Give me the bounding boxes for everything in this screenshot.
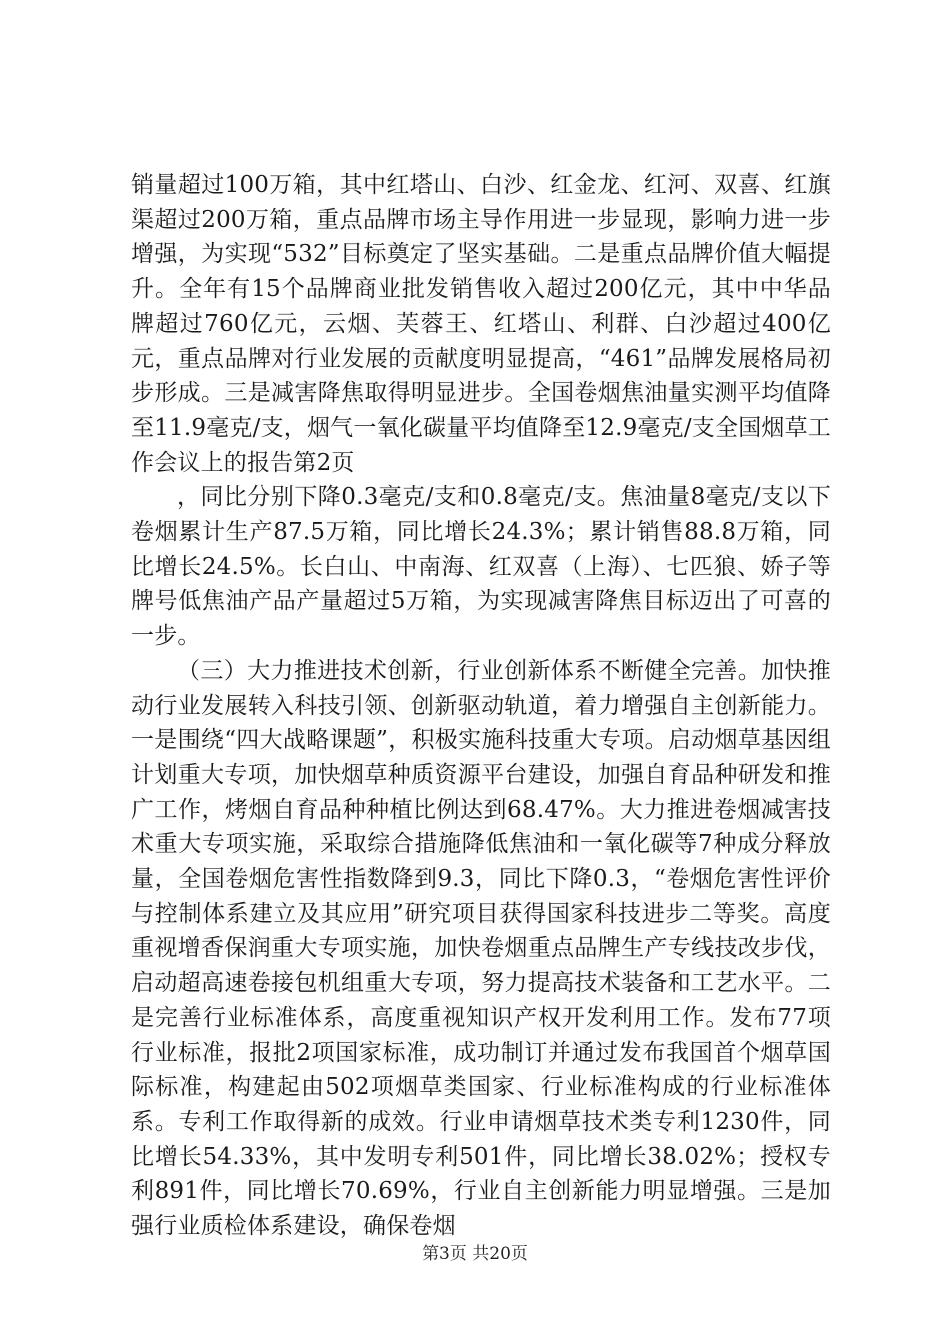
paragraph-3: （三）大力推进技术创新，行业创新体系不断健全完善。加快推动行业发展转入科技引领、创新驱动轨道，着力增强自主创新能力。一是围绕“四大战略课题”，积极实施科技重大专项。启动烟草基因组计划重大专项，加快烟草种质资源平台建设，加强自育品种研发和推广工作，烤烟自育品种种植比例达到68.47%。大力推进卷烟减害技术重大专项实施，采取综合措施降低焦油和一氧化碳等7种成分释放量，全国卷烟危害性指数降到9.3，同比下降0.3，“卷烟危害性评价与控制体系建立及其应用”研究项目获得国家科技进步二等奖。高度重视增香保润重大专项实施，加快卷烟重点品牌生产专线技改步伐，启动超高速卷接包机组重大专项，努力提高技术装备和工艺水平。二是完善行业标准体系，高度重视知识产权开发利用工作。发布77项行业标准，报批2项国家标准，成功制订并通过发布我国首个烟草国际标准，构建起由502项烟草类国家、行业标准构成的行业标准体系。专利工作取得新的成效。行业申请烟草技术类专利1230件，同比增长54.33%，其中发明专利501件，同比增长38.02%；授权专利891件，同比增长70.69%，行业自主创新能力明显增强。三是加强行业质检体系建设，确保卷烟	[131, 657, 831, 1240]
page-footer: 第3页 共20页	[422, 1244, 528, 1264]
paragraph-2: ，同比分别下降0.3毫克/支和0.8毫克/支。焦油量8毫克/支以下卷烟累计生产87.5万箱，同比增长24.3%；累计销售88.8万箱，同比增长24.5%。长白山、中南海、红双喜（上海）、七匹狼、娇子等牌号低焦油产品产量超过5万箱，为实现减害降焦目标迈出了可喜的一步。	[131, 484, 831, 650]
body-text	[131, 168, 831, 1244]
paragraph-1: 销量超过100万箱，其中红塔山、白沙、红金龙、红河、双喜、红旗渠超过200万箱，重点品牌市场主导作用进一步显现，影响力进一步增强，为实现“532”目标奠定了坚实基础。二是重点品牌价值大幅提升。全年有15个品牌商业批发销售收入超过200亿元，其中中华品牌超过760亿元，云烟、芙蓉王、红塔山、利群、白沙超过400亿元，重点品牌对行业发展的贡献度明显提高，“461”品牌发展格局初步形成。三是减害降焦取得明显进步。全国卷烟焦油量实测平均值降至11.9毫克/支，烟气一氧化碳量平均值降至12.9毫克/支全国烟草工作会议上的报告第2页	[131, 172, 831, 476]
